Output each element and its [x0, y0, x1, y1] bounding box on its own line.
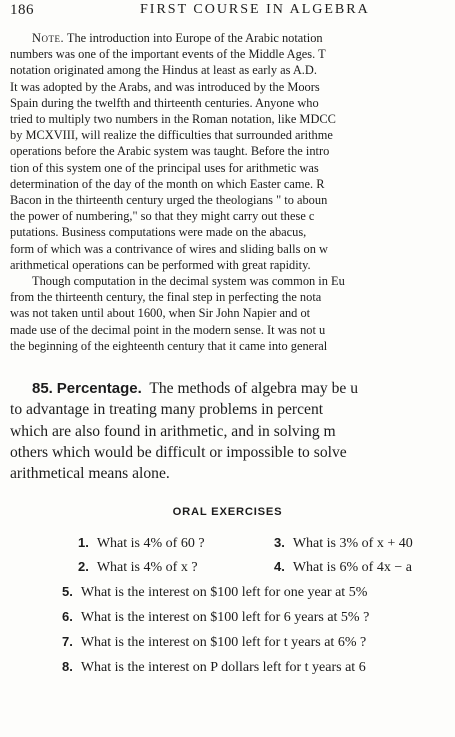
exercise-text: What is 4% of x ? [96, 560, 198, 575]
note-line: numbers was one of the important events of the Middle Ages. T [10, 47, 326, 62]
note-line: tried to multiply two numbers in the Roman notation, like MDCC [10, 112, 336, 127]
exercise-item [62, 634, 366, 651]
exercise-text: What is 3% of x + 40 [292, 536, 413, 551]
note-line: notation originated among the Hindus at least as early as A.D. [10, 63, 317, 78]
page-number: 186 [10, 2, 34, 18]
exercise-item [62, 609, 369, 626]
exercise-item [62, 659, 366, 676]
exercise-text: What is 6% of 4x − a [292, 560, 412, 575]
note-line: Though computation in the decimal system was common in Eu [32, 274, 345, 289]
exercise-number: 3. [274, 535, 285, 550]
exercise-item [274, 559, 412, 576]
note-line: arithmetical operations can be performed with great rapidity. [10, 257, 311, 272]
exercise-number: 7. [62, 634, 73, 649]
section-line: 85. Percentage. The methods of algebra may be u [32, 380, 359, 397]
exercise-item [62, 584, 367, 601]
exercise-text: What is the interest on $100 left for t years at 6% ? [80, 635, 367, 650]
section-line: to advantage in treating many problems in percent [10, 401, 324, 419]
exercise-number: 8. [62, 659, 73, 674]
exercise-number: 4. [274, 559, 285, 574]
exercise-item [78, 535, 205, 552]
note-line: tion of this system one of the principal uses for arithmetic was [10, 160, 319, 175]
exercise-number: 2. [78, 559, 89, 574]
note-label: Note. [32, 31, 65, 45]
note-line: Bacon in the thirteenth century urged the theologians " to aboun [10, 193, 328, 208]
exercise-number: 6. [62, 609, 73, 624]
note-line: the power of numbering," so that they might carry out these c [10, 209, 315, 224]
note-line: determination of the day of the month on which Easter came. R [10, 176, 325, 191]
exercise-text: What is 4% of 60 ? [96, 536, 205, 551]
oral-exercises-heading: ORAL EXERCISES [172, 506, 283, 518]
running-title: FIRST COURSE IN ALGEBRA [140, 2, 370, 17]
section-title: Percentage. [56, 380, 142, 397]
exercise-text: What is the interest on $100 left for 6 years at 5% ? [80, 610, 370, 625]
note-line: Note. The introduction into Europe of the Arabic notation [32, 31, 323, 45]
exercise-text: What is the interest on $100 left for one year at 5% [80, 585, 368, 600]
note-line: It was adopted by the Arabs, and was introduced by the Moors [10, 79, 320, 94]
section-line: which are also found in arithmetic, and in solving m [10, 422, 336, 440]
exercise-number: 1. [78, 535, 89, 550]
note-line: operations before the Arabic system was taught. Before the intro [10, 144, 330, 159]
section-line: others which would be difficult or impossible to solve [10, 443, 347, 461]
section-percentage [10, 378, 455, 484]
note-line: the beginning of the eighteenth century that it came into general [10, 338, 328, 353]
exercise-item [78, 559, 198, 576]
note-line: Spain during the twelfth and thirteenth centuries. Anyone who [10, 95, 319, 110]
exercise-text: What is the interest on P dollars left for t years at 6 [80, 660, 366, 675]
section-number: 85. [32, 380, 53, 397]
exercise-number: 5. [62, 584, 73, 599]
note-line: form of which was a contrivance of wires and sliding balls on w [10, 241, 328, 256]
historical-note [10, 30, 455, 354]
section-line: arithmetical means alone. [10, 465, 170, 483]
note-line: from the thirteenth century, the final step in perfecting the nota [10, 290, 322, 305]
note-line: made use of the decimal point in the modern sense. It was not u [10, 322, 326, 337]
note-line: putations. Business computations were made on the abacus, [10, 225, 307, 240]
page-header [10, 2, 455, 22]
note-line: was not taken until about 1600, when Sir John Napier and ot [10, 306, 311, 321]
note-line: by MCXVIII, will realize the difficulties that surrounded arithme [10, 128, 333, 143]
exercise-item [274, 535, 413, 552]
